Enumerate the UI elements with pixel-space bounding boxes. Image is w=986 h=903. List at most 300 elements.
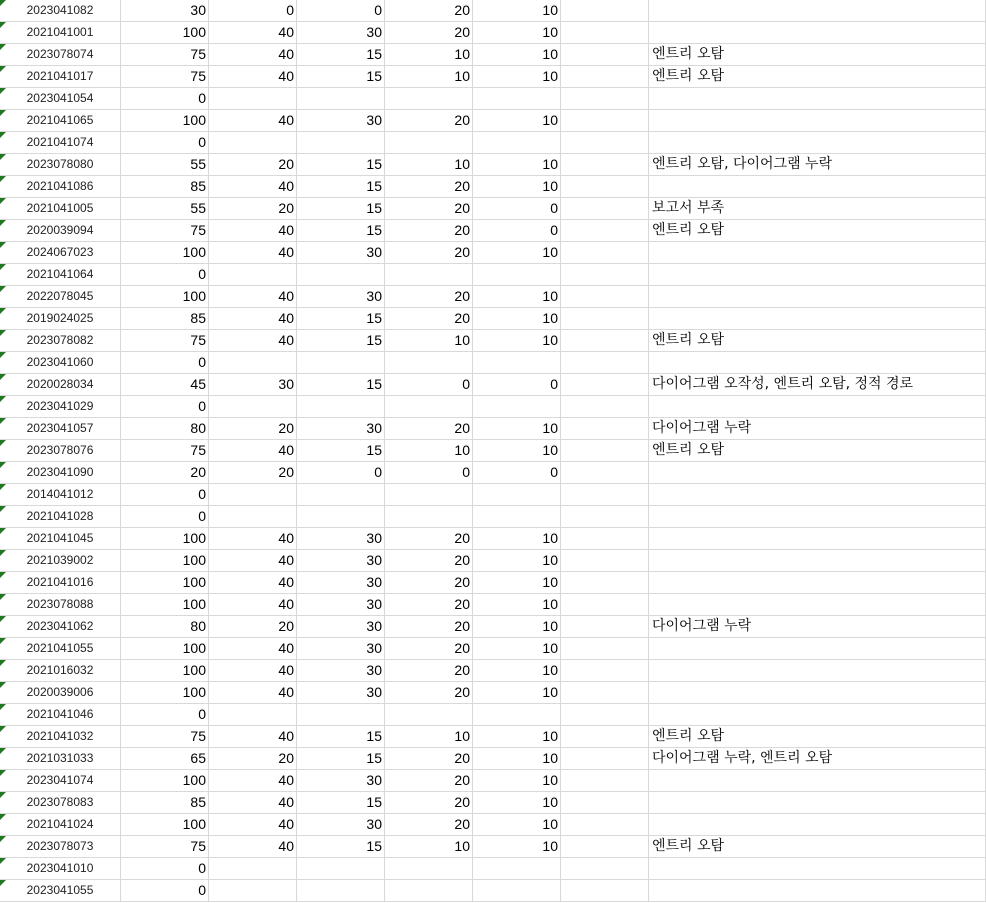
student-id-cell[interactable]: [0, 484, 121, 506]
student-id-cell[interactable]: [0, 440, 121, 462]
score-c-cell[interactable]: 0: [385, 462, 473, 484]
student-id-cell[interactable]: [0, 66, 121, 88]
score-d-cell[interactable]: [473, 264, 561, 286]
score-a-cell[interactable]: [209, 880, 297, 902]
score-a-cell[interactable]: [209, 704, 297, 726]
note-cell[interactable]: [649, 286, 986, 308]
score-d-cell[interactable]: 10: [473, 836, 561, 858]
score-b-cell[interactable]: 30: [297, 286, 385, 308]
score-d-cell[interactable]: 0: [473, 198, 561, 220]
score-d-cell[interactable]: 10: [473, 22, 561, 44]
score-d-cell[interactable]: [473, 132, 561, 154]
empty-cell[interactable]: [561, 638, 649, 660]
total-score-cell[interactable]: 100: [121, 682, 209, 704]
note-cell[interactable]: 다이어그램 누락, 엔트리 오탐: [649, 748, 986, 770]
score-a-cell[interactable]: 40: [209, 814, 297, 836]
score-a-cell[interactable]: [209, 484, 297, 506]
note-cell[interactable]: [649, 550, 986, 572]
student-id-cell[interactable]: [0, 88, 121, 110]
note-cell[interactable]: [649, 176, 986, 198]
student-id-cell[interactable]: [0, 880, 121, 902]
empty-cell[interactable]: [561, 110, 649, 132]
empty-cell[interactable]: [561, 264, 649, 286]
score-d-cell[interactable]: 10: [473, 286, 561, 308]
note-cell[interactable]: [649, 682, 986, 704]
score-a-cell[interactable]: 40: [209, 682, 297, 704]
score-c-cell[interactable]: 20: [385, 660, 473, 682]
note-cell[interactable]: 엔트리 오탐: [649, 836, 986, 858]
note-cell[interactable]: [649, 770, 986, 792]
score-c-cell[interactable]: 20: [385, 682, 473, 704]
note-cell[interactable]: [649, 132, 986, 154]
empty-cell[interactable]: [561, 330, 649, 352]
note-cell[interactable]: [649, 594, 986, 616]
score-d-cell[interactable]: 10: [473, 308, 561, 330]
student-id-cell[interactable]: [0, 550, 121, 572]
score-d-cell[interactable]: 10: [473, 418, 561, 440]
student-id-cell[interactable]: [0, 704, 121, 726]
score-c-cell[interactable]: 20: [385, 748, 473, 770]
score-b-cell[interactable]: 30: [297, 418, 385, 440]
score-d-cell[interactable]: 10: [473, 110, 561, 132]
note-cell[interactable]: [649, 484, 986, 506]
score-c-cell[interactable]: 20: [385, 528, 473, 550]
score-b-cell[interactable]: 30: [297, 110, 385, 132]
score-b-cell[interactable]: 30: [297, 660, 385, 682]
score-c-cell[interactable]: [385, 88, 473, 110]
total-score-cell[interactable]: 0: [121, 506, 209, 528]
empty-cell[interactable]: [561, 770, 649, 792]
total-score-cell[interactable]: 100: [121, 594, 209, 616]
score-a-cell[interactable]: 40: [209, 528, 297, 550]
score-c-cell[interactable]: [385, 132, 473, 154]
total-score-cell[interactable]: 0: [121, 880, 209, 902]
total-score-cell[interactable]: 75: [121, 66, 209, 88]
score-d-cell[interactable]: 10: [473, 616, 561, 638]
score-d-cell[interactable]: 10: [473, 0, 561, 22]
empty-cell[interactable]: [561, 440, 649, 462]
score-a-cell[interactable]: 40: [209, 242, 297, 264]
total-score-cell[interactable]: 65: [121, 748, 209, 770]
score-a-cell[interactable]: 40: [209, 176, 297, 198]
score-b-cell[interactable]: 30: [297, 594, 385, 616]
empty-cell[interactable]: [561, 484, 649, 506]
student-id-cell[interactable]: [0, 858, 121, 880]
score-c-cell[interactable]: 20: [385, 198, 473, 220]
score-d-cell[interactable]: 0: [473, 374, 561, 396]
note-cell[interactable]: [649, 22, 986, 44]
note-cell[interactable]: [649, 110, 986, 132]
score-d-cell[interactable]: 10: [473, 44, 561, 66]
total-score-cell[interactable]: 0: [121, 858, 209, 880]
student-id-cell[interactable]: [0, 462, 121, 484]
note-cell[interactable]: 엔트리 오탐: [649, 220, 986, 242]
score-a-cell[interactable]: 40: [209, 770, 297, 792]
student-id-cell[interactable]: [0, 198, 121, 220]
note-cell[interactable]: [649, 462, 986, 484]
score-c-cell[interactable]: 10: [385, 44, 473, 66]
empty-cell[interactable]: [561, 594, 649, 616]
score-b-cell[interactable]: 30: [297, 770, 385, 792]
student-id-cell[interactable]: [0, 770, 121, 792]
score-a-cell[interactable]: 40: [209, 440, 297, 462]
score-d-cell[interactable]: 10: [473, 66, 561, 88]
empty-cell[interactable]: [561, 704, 649, 726]
score-a-cell[interactable]: [209, 132, 297, 154]
total-score-cell[interactable]: 0: [121, 396, 209, 418]
empty-cell[interactable]: [561, 616, 649, 638]
score-d-cell[interactable]: 10: [473, 550, 561, 572]
total-score-cell[interactable]: 0: [121, 88, 209, 110]
score-c-cell[interactable]: 20: [385, 22, 473, 44]
total-score-cell[interactable]: 100: [121, 638, 209, 660]
score-b-cell[interactable]: 15: [297, 792, 385, 814]
student-id-cell[interactable]: [0, 814, 121, 836]
score-a-cell[interactable]: 40: [209, 660, 297, 682]
score-a-cell[interactable]: 20: [209, 418, 297, 440]
empty-cell[interactable]: [561, 308, 649, 330]
empty-cell[interactable]: [561, 220, 649, 242]
score-b-cell[interactable]: 15: [297, 330, 385, 352]
score-a-cell[interactable]: 40: [209, 286, 297, 308]
note-cell[interactable]: [649, 352, 986, 374]
note-cell[interactable]: [649, 264, 986, 286]
score-d-cell[interactable]: 10: [473, 572, 561, 594]
note-cell[interactable]: [649, 660, 986, 682]
note-cell[interactable]: [649, 880, 986, 902]
score-b-cell[interactable]: 30: [297, 242, 385, 264]
score-d-cell[interactable]: 10: [473, 528, 561, 550]
score-d-cell[interactable]: 10: [473, 770, 561, 792]
score-b-cell[interactable]: [297, 858, 385, 880]
score-c-cell[interactable]: 20: [385, 550, 473, 572]
score-c-cell[interactable]: 20: [385, 616, 473, 638]
score-d-cell[interactable]: [473, 880, 561, 902]
score-d-cell[interactable]: [473, 484, 561, 506]
note-cell[interactable]: 엔트리 오탐: [649, 330, 986, 352]
student-id-cell[interactable]: [0, 242, 121, 264]
empty-cell[interactable]: [561, 352, 649, 374]
score-c-cell[interactable]: 20: [385, 110, 473, 132]
note-cell[interactable]: [649, 528, 986, 550]
total-score-cell[interactable]: 75: [121, 440, 209, 462]
score-a-cell[interactable]: 20: [209, 616, 297, 638]
score-c-cell[interactable]: 20: [385, 308, 473, 330]
score-c-cell[interactable]: 20: [385, 0, 473, 22]
note-cell[interactable]: 엔트리 오탐: [649, 44, 986, 66]
score-d-cell[interactable]: [473, 352, 561, 374]
score-a-cell[interactable]: 40: [209, 22, 297, 44]
score-c-cell[interactable]: 10: [385, 440, 473, 462]
score-b-cell[interactable]: [297, 484, 385, 506]
score-a-cell[interactable]: 20: [209, 154, 297, 176]
student-id-cell[interactable]: [0, 748, 121, 770]
total-score-cell[interactable]: 0: [121, 704, 209, 726]
score-b-cell[interactable]: 15: [297, 176, 385, 198]
score-b-cell[interactable]: 15: [297, 44, 385, 66]
total-score-cell[interactable]: 100: [121, 110, 209, 132]
empty-cell[interactable]: [561, 792, 649, 814]
total-score-cell[interactable]: 55: [121, 198, 209, 220]
empty-cell[interactable]: [561, 66, 649, 88]
score-b-cell[interactable]: [297, 88, 385, 110]
student-id-cell[interactable]: [0, 660, 121, 682]
score-d-cell[interactable]: 10: [473, 792, 561, 814]
score-d-cell[interactable]: 0: [473, 462, 561, 484]
score-a-cell[interactable]: 40: [209, 110, 297, 132]
score-b-cell[interactable]: 30: [297, 550, 385, 572]
note-cell[interactable]: 엔트리 오탐: [649, 440, 986, 462]
score-b-cell[interactable]: [297, 396, 385, 418]
student-id-cell[interactable]: [0, 528, 121, 550]
score-a-cell[interactable]: [209, 352, 297, 374]
total-score-cell[interactable]: 100: [121, 22, 209, 44]
student-id-cell[interactable]: [0, 220, 121, 242]
student-id-cell[interactable]: [0, 418, 121, 440]
score-a-cell[interactable]: 40: [209, 836, 297, 858]
student-id-cell[interactable]: [0, 682, 121, 704]
empty-cell[interactable]: [561, 748, 649, 770]
total-score-cell[interactable]: 100: [121, 814, 209, 836]
total-score-cell[interactable]: 75: [121, 330, 209, 352]
empty-cell[interactable]: [561, 22, 649, 44]
empty-cell[interactable]: [561, 572, 649, 594]
note-cell[interactable]: [649, 704, 986, 726]
empty-cell[interactable]: [561, 418, 649, 440]
total-score-cell[interactable]: 45: [121, 374, 209, 396]
total-score-cell[interactable]: 0: [121, 132, 209, 154]
score-b-cell[interactable]: 15: [297, 726, 385, 748]
score-b-cell[interactable]: 30: [297, 528, 385, 550]
score-c-cell[interactable]: 0: [385, 374, 473, 396]
score-d-cell[interactable]: [473, 858, 561, 880]
score-d-cell[interactable]: 10: [473, 154, 561, 176]
empty-cell[interactable]: [561, 242, 649, 264]
note-cell[interactable]: [649, 0, 986, 22]
student-id-cell[interactable]: [0, 22, 121, 44]
score-c-cell[interactable]: [385, 704, 473, 726]
total-score-cell[interactable]: 75: [121, 44, 209, 66]
score-d-cell[interactable]: 10: [473, 242, 561, 264]
note-cell[interactable]: 다이어그램 누락: [649, 418, 986, 440]
score-c-cell[interactable]: [385, 396, 473, 418]
total-score-cell[interactable]: 100: [121, 770, 209, 792]
score-d-cell[interactable]: 10: [473, 638, 561, 660]
note-cell[interactable]: [649, 308, 986, 330]
student-id-cell[interactable]: [0, 726, 121, 748]
score-c-cell[interactable]: 20: [385, 242, 473, 264]
empty-cell[interactable]: [561, 0, 649, 22]
score-c-cell[interactable]: [385, 506, 473, 528]
score-c-cell[interactable]: 20: [385, 594, 473, 616]
score-a-cell[interactable]: 40: [209, 330, 297, 352]
student-id-cell[interactable]: [0, 506, 121, 528]
score-b-cell[interactable]: [297, 704, 385, 726]
student-id-cell[interactable]: [0, 132, 121, 154]
total-score-cell[interactable]: 0: [121, 264, 209, 286]
score-b-cell[interactable]: 15: [297, 66, 385, 88]
note-cell[interactable]: 보고서 부족: [649, 198, 986, 220]
score-c-cell[interactable]: 10: [385, 154, 473, 176]
score-b-cell[interactable]: 15: [297, 374, 385, 396]
score-c-cell[interactable]: 20: [385, 792, 473, 814]
score-a-cell[interactable]: 20: [209, 198, 297, 220]
empty-cell[interactable]: [561, 880, 649, 902]
total-score-cell[interactable]: 80: [121, 616, 209, 638]
total-score-cell[interactable]: 20: [121, 462, 209, 484]
score-a-cell[interactable]: 40: [209, 308, 297, 330]
score-b-cell[interactable]: 0: [297, 0, 385, 22]
empty-cell[interactable]: [561, 814, 649, 836]
student-id-cell[interactable]: [0, 44, 121, 66]
score-b-cell[interactable]: 0: [297, 462, 385, 484]
score-b-cell[interactable]: 30: [297, 616, 385, 638]
student-id-cell[interactable]: [0, 836, 121, 858]
score-d-cell[interactable]: 10: [473, 748, 561, 770]
score-b-cell[interactable]: 15: [297, 440, 385, 462]
score-a-cell[interactable]: 20: [209, 462, 297, 484]
student-id-cell[interactable]: [0, 792, 121, 814]
score-b-cell[interactable]: 30: [297, 638, 385, 660]
score-a-cell[interactable]: 40: [209, 792, 297, 814]
score-b-cell[interactable]: [297, 506, 385, 528]
score-c-cell[interactable]: 20: [385, 418, 473, 440]
score-a-cell[interactable]: 40: [209, 220, 297, 242]
note-cell[interactable]: [649, 572, 986, 594]
score-b-cell[interactable]: 30: [297, 814, 385, 836]
score-d-cell[interactable]: [473, 506, 561, 528]
score-b-cell[interactable]: 15: [297, 748, 385, 770]
score-c-cell[interactable]: 20: [385, 770, 473, 792]
student-id-cell[interactable]: [0, 638, 121, 660]
total-score-cell[interactable]: 75: [121, 836, 209, 858]
note-cell[interactable]: [649, 242, 986, 264]
score-c-cell[interactable]: [385, 264, 473, 286]
score-b-cell[interactable]: 30: [297, 22, 385, 44]
score-a-cell[interactable]: [209, 506, 297, 528]
total-score-cell[interactable]: 85: [121, 176, 209, 198]
note-cell[interactable]: 다이어그램 오작성, 엔트리 오탐, 정적 경로: [649, 374, 986, 396]
total-score-cell[interactable]: 75: [121, 220, 209, 242]
score-a-cell[interactable]: [209, 858, 297, 880]
score-b-cell[interactable]: [297, 880, 385, 902]
empty-cell[interactable]: [561, 396, 649, 418]
empty-cell[interactable]: [561, 726, 649, 748]
score-c-cell[interactable]: 20: [385, 220, 473, 242]
empty-cell[interactable]: [561, 198, 649, 220]
note-cell[interactable]: 다이어그램 누락: [649, 616, 986, 638]
score-b-cell[interactable]: [297, 352, 385, 374]
score-b-cell[interactable]: 30: [297, 682, 385, 704]
score-a-cell[interactable]: 30: [209, 374, 297, 396]
empty-cell[interactable]: [561, 88, 649, 110]
total-score-cell[interactable]: 30: [121, 0, 209, 22]
score-a-cell[interactable]: 40: [209, 572, 297, 594]
score-a-cell[interactable]: [209, 396, 297, 418]
score-d-cell[interactable]: 10: [473, 594, 561, 616]
total-score-cell[interactable]: 100: [121, 528, 209, 550]
empty-cell[interactable]: [561, 132, 649, 154]
student-id-cell[interactable]: [0, 0, 121, 22]
score-c-cell[interactable]: [385, 880, 473, 902]
note-cell[interactable]: [649, 506, 986, 528]
total-score-cell[interactable]: 100: [121, 550, 209, 572]
note-cell[interactable]: 엔트리 오탐, 다이어그램 누락: [649, 154, 986, 176]
total-score-cell[interactable]: 100: [121, 572, 209, 594]
note-cell[interactable]: [649, 858, 986, 880]
student-id-cell[interactable]: [0, 572, 121, 594]
score-c-cell[interactable]: 20: [385, 286, 473, 308]
score-d-cell[interactable]: [473, 396, 561, 418]
student-id-cell[interactable]: [0, 330, 121, 352]
note-cell[interactable]: [649, 792, 986, 814]
note-cell[interactable]: 엔트리 오탐: [649, 726, 986, 748]
note-cell[interactable]: [649, 396, 986, 418]
empty-cell[interactable]: [561, 528, 649, 550]
score-a-cell[interactable]: 40: [209, 66, 297, 88]
score-d-cell[interactable]: 10: [473, 814, 561, 836]
empty-cell[interactable]: [561, 44, 649, 66]
score-a-cell[interactable]: [209, 88, 297, 110]
score-c-cell[interactable]: 20: [385, 638, 473, 660]
empty-cell[interactable]: [561, 286, 649, 308]
score-d-cell[interactable]: 10: [473, 330, 561, 352]
empty-cell[interactable]: [561, 506, 649, 528]
score-a-cell[interactable]: 40: [209, 550, 297, 572]
score-a-cell[interactable]: 40: [209, 594, 297, 616]
student-id-cell[interactable]: [0, 352, 121, 374]
score-c-cell[interactable]: 20: [385, 572, 473, 594]
score-d-cell[interactable]: 10: [473, 682, 561, 704]
note-cell[interactable]: [649, 814, 986, 836]
empty-cell[interactable]: [561, 154, 649, 176]
score-d-cell[interactable]: [473, 88, 561, 110]
score-a-cell[interactable]: 40: [209, 638, 297, 660]
total-score-cell[interactable]: 0: [121, 352, 209, 374]
total-score-cell[interactable]: 0: [121, 484, 209, 506]
student-id-cell[interactable]: [0, 154, 121, 176]
note-cell[interactable]: [649, 88, 986, 110]
empty-cell[interactable]: [561, 550, 649, 572]
score-c-cell[interactable]: 10: [385, 836, 473, 858]
score-c-cell[interactable]: 10: [385, 66, 473, 88]
total-score-cell[interactable]: 80: [121, 418, 209, 440]
total-score-cell[interactable]: 75: [121, 726, 209, 748]
score-b-cell[interactable]: 15: [297, 220, 385, 242]
note-cell[interactable]: [649, 638, 986, 660]
score-d-cell[interactable]: 10: [473, 176, 561, 198]
total-score-cell[interactable]: 100: [121, 286, 209, 308]
student-id-cell[interactable]: [0, 594, 121, 616]
empty-cell[interactable]: [561, 176, 649, 198]
total-score-cell[interactable]: 85: [121, 792, 209, 814]
score-b-cell[interactable]: 30: [297, 572, 385, 594]
score-c-cell[interactable]: 20: [385, 814, 473, 836]
empty-cell[interactable]: [561, 374, 649, 396]
score-b-cell[interactable]: 15: [297, 154, 385, 176]
student-id-cell[interactable]: [0, 110, 121, 132]
score-c-cell[interactable]: [385, 484, 473, 506]
empty-cell[interactable]: [561, 462, 649, 484]
score-c-cell[interactable]: 10: [385, 330, 473, 352]
student-id-cell[interactable]: [0, 176, 121, 198]
score-b-cell[interactable]: [297, 264, 385, 286]
score-d-cell[interactable]: 10: [473, 440, 561, 462]
score-a-cell[interactable]: 40: [209, 726, 297, 748]
student-id-cell[interactable]: [0, 374, 121, 396]
total-score-cell[interactable]: 85: [121, 308, 209, 330]
total-score-cell[interactable]: 100: [121, 242, 209, 264]
